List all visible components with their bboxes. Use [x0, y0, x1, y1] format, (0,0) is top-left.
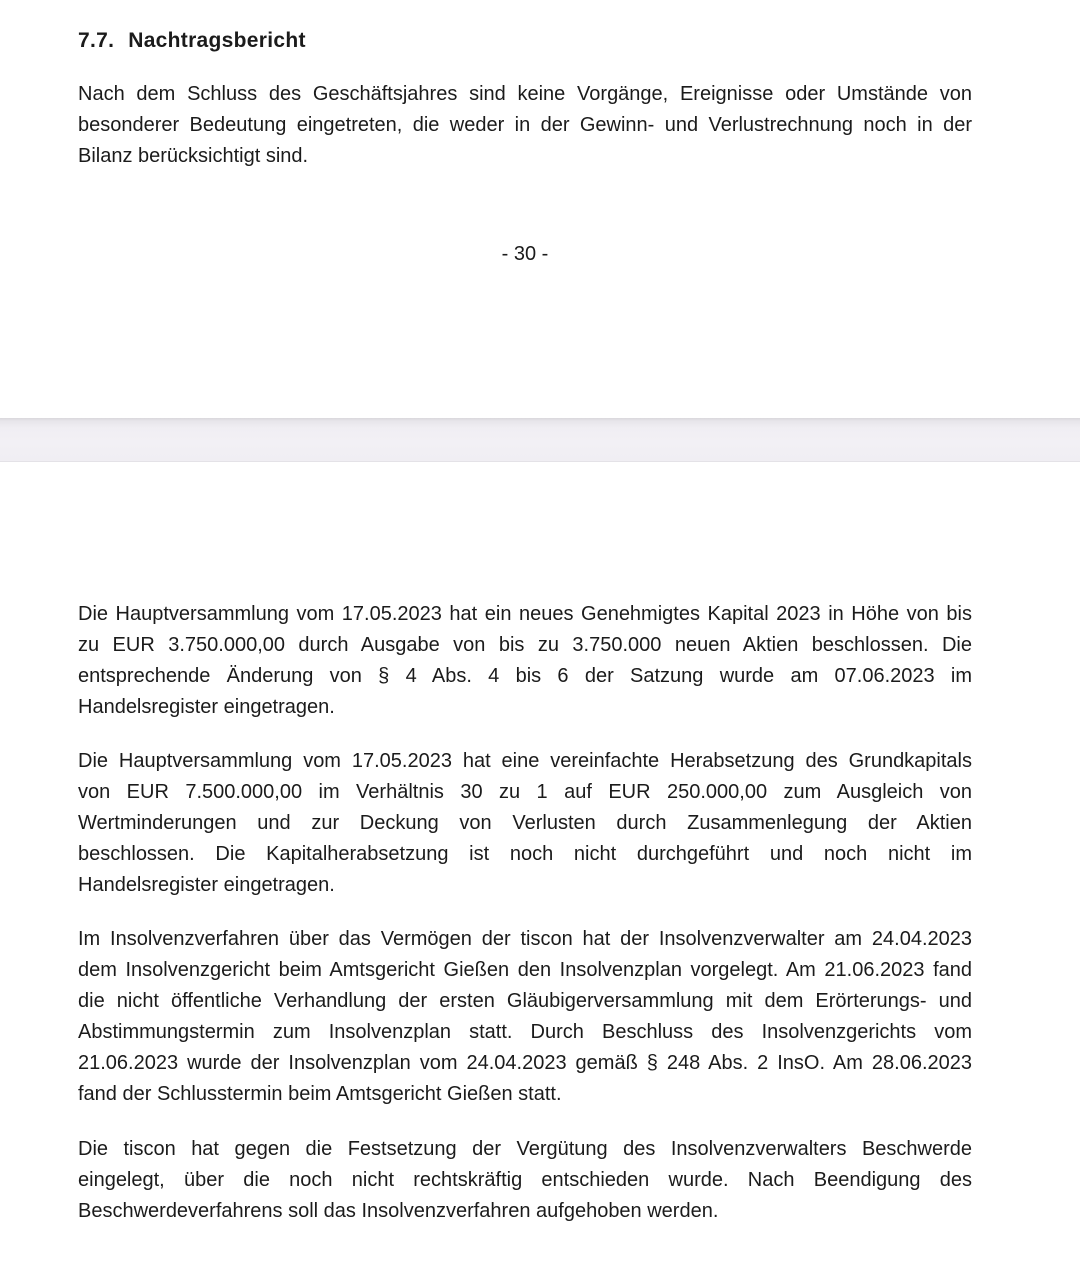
text-line: beschlossen. Die Kapitalherabsetzung ist noch nicht durchgeführt und noch nicht im — [78, 843, 972, 865]
page-gap-separator — [0, 418, 1080, 462]
text-line: 21.06.2023 wurde der Insolvenzplan vom 24.04.2023 gemäß § 248 Abs. 2 InsO. Am 28.06.2023 — [78, 1052, 972, 1074]
text-line: Handelsregister eingetragen. — [78, 696, 335, 718]
text-line: Die Hauptversammlung vom 17.05.2023 hat ein neues Genehmigtes Kapital 2023 in Höhe von bis — [78, 603, 972, 625]
text-line: von EUR 7.500.000,00 im Verhältnis 30 zu 1 auf EUR 250.000,00 zum Ausgleich von — [78, 781, 972, 803]
text-line: entsprechende Änderung von § 4 Abs. 4 bis 6 der Satzung wurde am 07.06.2023 im — [78, 665, 972, 687]
paragraph-genehmigtes-kapital — [78, 599, 972, 723]
page-number-label: - 30 - — [501, 243, 549, 265]
text-line: Im Insolvenzverfahren über das Vermögen der tiscon hat der Insolvenzverwalter am 24.04.2023 — [78, 928, 972, 950]
paragraph-beschwerde — [78, 1134, 972, 1227]
section-title: Nachtragsbericht — [128, 29, 306, 52]
paragraph-insolvenzverfahren — [78, 924, 972, 1110]
text-line: Abstimmungstermin zum Insolvenzplan statt. Durch Beschluss des Insolvenzgerichts vom — [78, 1021, 972, 1043]
section-heading — [78, 28, 306, 53]
text-line: besonderer Bedeutung eingetreten, die weder in der Gewinn- und Verlustrechnung noch in der — [78, 114, 972, 136]
text-line: Wertminderungen und zur Deckung von Verlusten durch Zusammenlegung der Aktien — [78, 812, 972, 834]
text-line: Bilanz berücksichtigt sind. — [78, 145, 309, 167]
text-line: Die tiscon hat gegen die Festsetzung der Vergütung des Insolvenzverwalters Beschwerde — [78, 1138, 972, 1160]
paragraph-kapitalherabsetzung — [78, 746, 972, 901]
text-line: Beschwerdeverfahrens soll das Insolvenzverfahren aufgehoben werden. — [78, 1200, 719, 1222]
text-line: die nicht öffentliche Verhandlung der ersten Gläubigerversammlung mit dem Erörterungs- und — [78, 990, 972, 1012]
text-line: zu EUR 3.750.000,00 durch Ausgabe von bis zu 3.750.000 neuen Aktien beschlossen. Die — [78, 634, 972, 656]
text-line: dem Insolvenzgericht beim Amtsgericht Gießen den Insolvenzplan vorgelegt. Am 21.06.2023 fand — [78, 959, 972, 981]
text-line: Die Hauptversammlung vom 17.05.2023 hat eine vereinfachte Herabsetzung des Grundkapitals — [78, 750, 972, 772]
paragraph-nachtragsbericht — [78, 79, 972, 172]
text-line: eingelegt, über die noch nicht rechtskräftig entschieden wurde. Nach Beendigung des — [78, 1169, 972, 1191]
text-line: fand der Schlusstermin beim Amtsgericht Gießen statt. — [78, 1083, 562, 1105]
text-line: Handelsregister eingetragen. — [78, 874, 335, 896]
section-number: 7.7. — [78, 29, 115, 52]
text-line: Nach dem Schluss des Geschäftsjahres sind keine Vorgänge, Ereignisse oder Umstände von — [78, 83, 972, 105]
